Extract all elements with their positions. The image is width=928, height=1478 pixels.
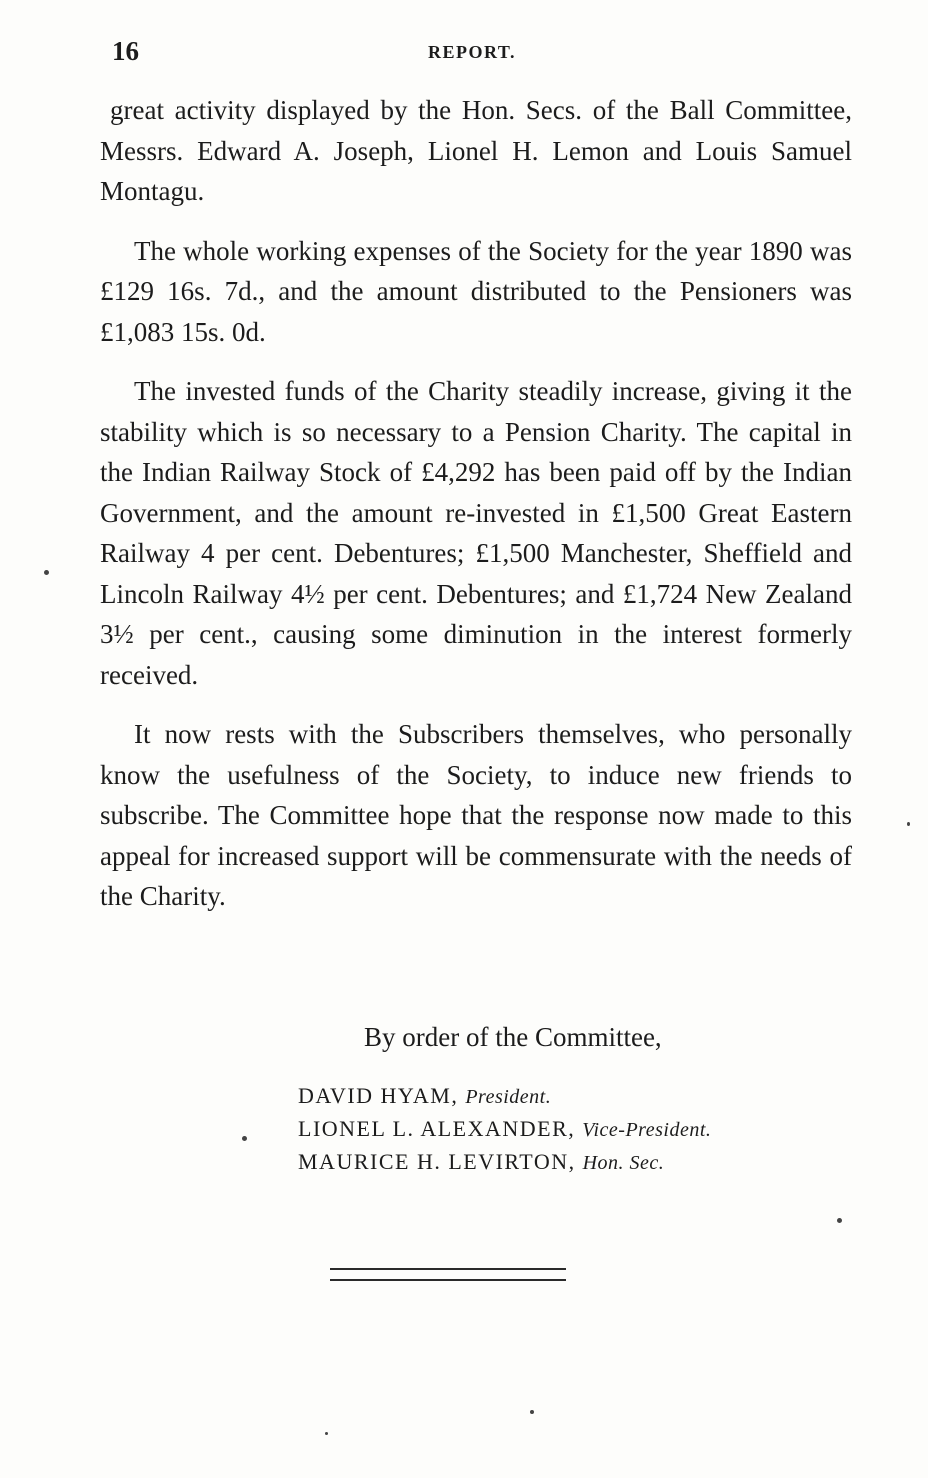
- page-header: [112, 36, 852, 76]
- signatory-vice-president: [298, 1113, 711, 1146]
- print-speck: [325, 1432, 328, 1435]
- signatory-name: DAVID HYAM,: [298, 1083, 459, 1108]
- signatory-name: LIONEL L. ALEXANDER,: [298, 1116, 576, 1141]
- paragraph-appeal: It now rests with the Subscribers themselves, who personally know the usefulness of the Society, to induce new friends to subscribe. The Committee hope that the response now made to this appeal for increased support will be commensurate with the needs of the Charity.: [100, 719, 852, 911]
- print-speck: [242, 1136, 247, 1141]
- report-body: [100, 90, 852, 936]
- signatory-title: Vice-President.: [582, 1119, 712, 1141]
- print-speck: [907, 822, 910, 826]
- paragraph-working-expenses: The whole working expenses of the Society for the year 1890 was £129 16s. 7d., and the amount distributed to the Pensioners was £1,083 15s. 0d.: [100, 235, 852, 347]
- signatory-name: MAURICE H. LEVIRTON,: [298, 1149, 576, 1174]
- signatory-title: President.: [465, 1086, 552, 1108]
- closing-double-rule: [330, 1268, 566, 1281]
- print-speck: [530, 1410, 534, 1414]
- closing-line: By order of the Committee,: [364, 1022, 662, 1052]
- signatory-title: Hon. Sec.: [582, 1152, 665, 1174]
- running-head: REPORT.: [428, 42, 517, 62]
- paragraph-invested-funds: The invested funds of the Charity steadily increase, giving it the stability which is so necessary to a Pension Charity. The capital in the Indian Railway Stock of £4,292 has been paid off by the Indian Government, and the amount re-invested in £1,500 Great Eastern Railway 4 per cent. Debentures; £1,500 Manchester, Sheffield and Lincoln Railway 4½ per cent. Debentures; and £1,724 New Zealand 3½ per cent., causing some diminution in the interest formerly received.: [100, 376, 852, 690]
- page-number: 16: [112, 36, 139, 66]
- signatory-hon-sec: [298, 1146, 711, 1179]
- paragraph-ball-committee: great activity displayed by the Hon. Secs. of the Ball Committee, Messrs. Edward A. Joseph, Lionel H. Lemon and Louis Samuel Montagu.: [100, 95, 852, 206]
- print-speck: [837, 1218, 842, 1223]
- signatory-president: [298, 1080, 711, 1113]
- print-speck: [44, 570, 49, 575]
- signatory-block: [298, 1080, 711, 1179]
